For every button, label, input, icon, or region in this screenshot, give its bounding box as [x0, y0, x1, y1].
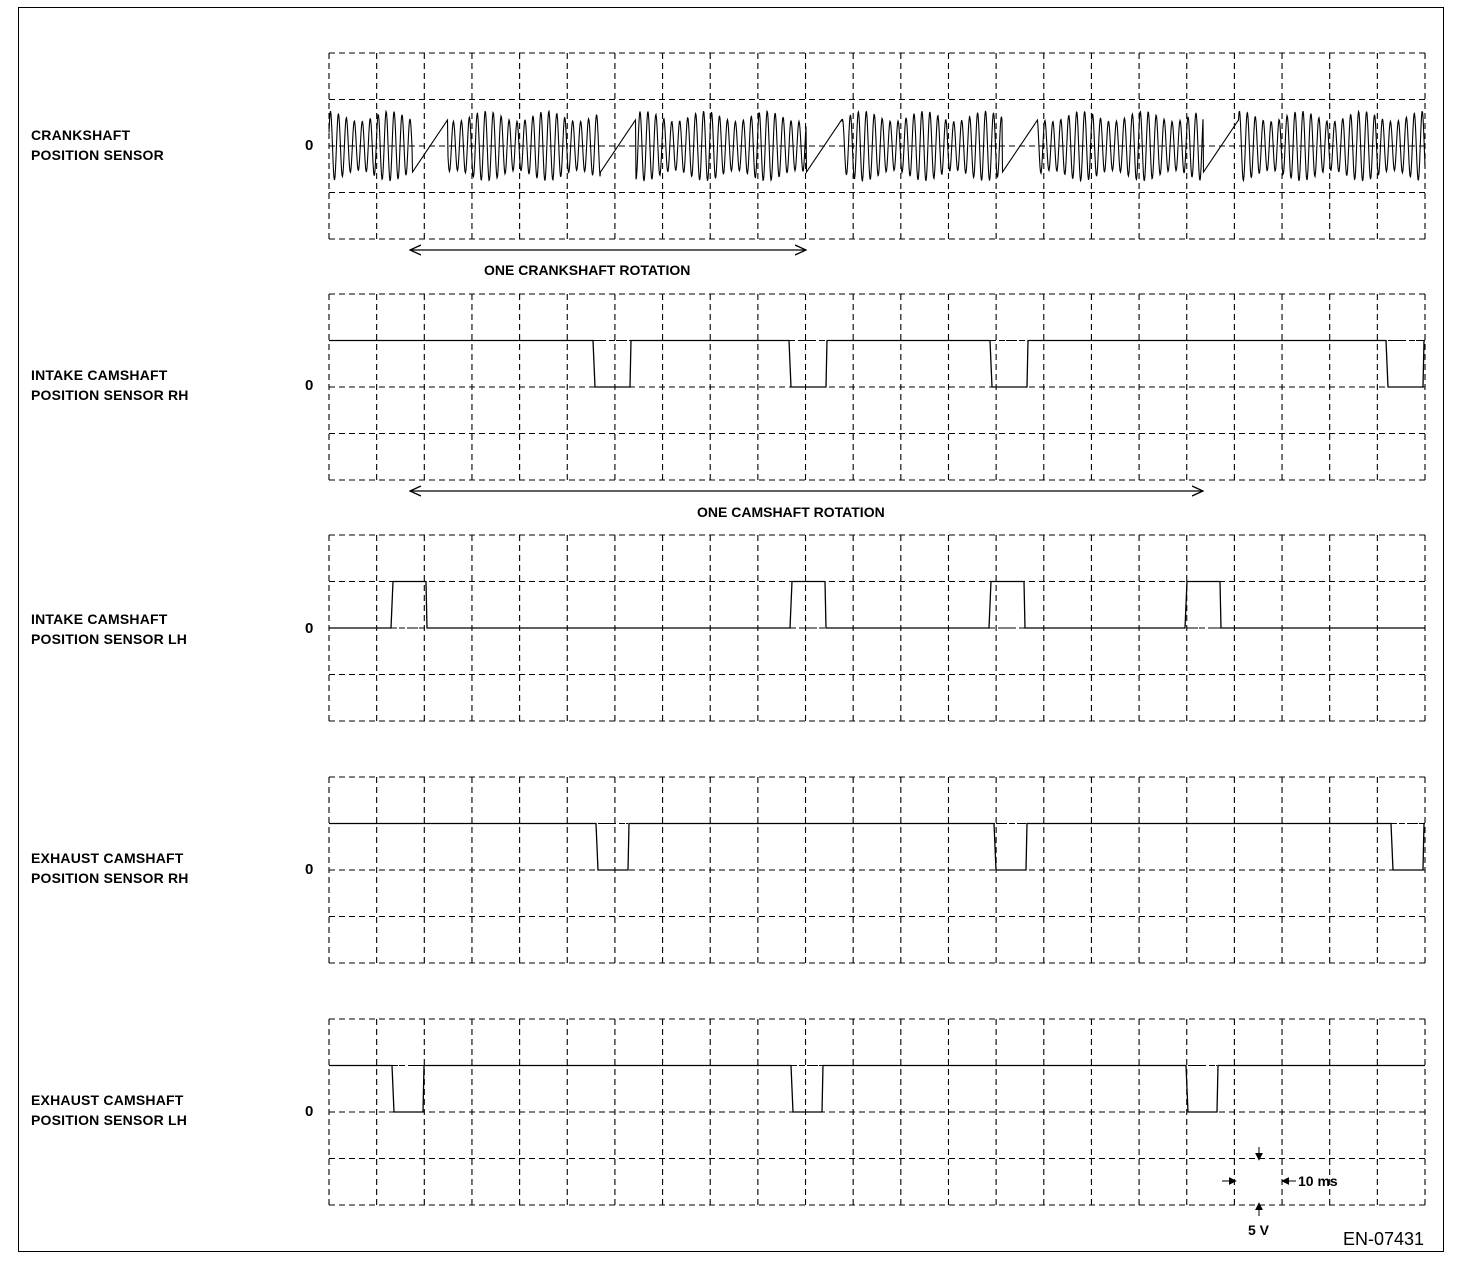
label-line-2: POSITION SENSOR RH	[31, 870, 189, 886]
pulse-waveform-intake-rh	[329, 341, 1425, 388]
cam-rotation-label: ONE CAMSHAFT ROTATION	[697, 504, 885, 520]
label-line-1: EXHAUST CAMSHAFT	[31, 850, 184, 866]
label-line-2: POSITION SENSOR LH	[31, 1112, 188, 1128]
zero-marker-exhaust-lh: 0	[305, 1103, 314, 1120]
zero-marker-intake-rh: 0	[305, 377, 314, 394]
figure-code: EN-07431	[1343, 1229, 1425, 1249]
label-line-1: CRANKSHAFT	[31, 127, 131, 143]
label-line-1: EXHAUST CAMSHAFT	[31, 1092, 184, 1108]
grid-panel-exhaust-rh	[329, 777, 1425, 963]
oscilloscope-grids	[329, 53, 1425, 1205]
pulse-waveform-exhaust-lh	[329, 1066, 1425, 1113]
time-scale-label: 10 ms	[1298, 1173, 1338, 1189]
label-line-1: INTAKE CAMSHAFT	[31, 611, 168, 627]
grid-panel-intake-rh	[329, 294, 1425, 480]
label-line-2: POSITION SENSOR	[31, 147, 164, 163]
label-line-2: POSITION SENSOR LH	[31, 631, 188, 647]
grid-panel-exhaust-lh	[329, 1019, 1425, 1205]
sensor-signals	[329, 111, 1425, 1112]
zero-marker-intake-lh: 0	[305, 620, 314, 637]
label-line-1: INTAKE CAMSHAFT	[31, 367, 168, 383]
crank-rotation-label: ONE CRANKSHAFT ROTATION	[484, 262, 691, 278]
pulse-waveform-exhaust-rh	[329, 824, 1425, 871]
label-line-2: POSITION SENSOR RH	[31, 387, 189, 403]
zero-marker-exhaust-rh: 0	[305, 861, 314, 878]
pulse-waveform-intake-lh	[329, 582, 1425, 629]
zero-marker-crank: 0	[305, 137, 314, 154]
volt-scale-label: 5 V	[1248, 1222, 1270, 1238]
grid-panel-crank	[329, 53, 1425, 239]
